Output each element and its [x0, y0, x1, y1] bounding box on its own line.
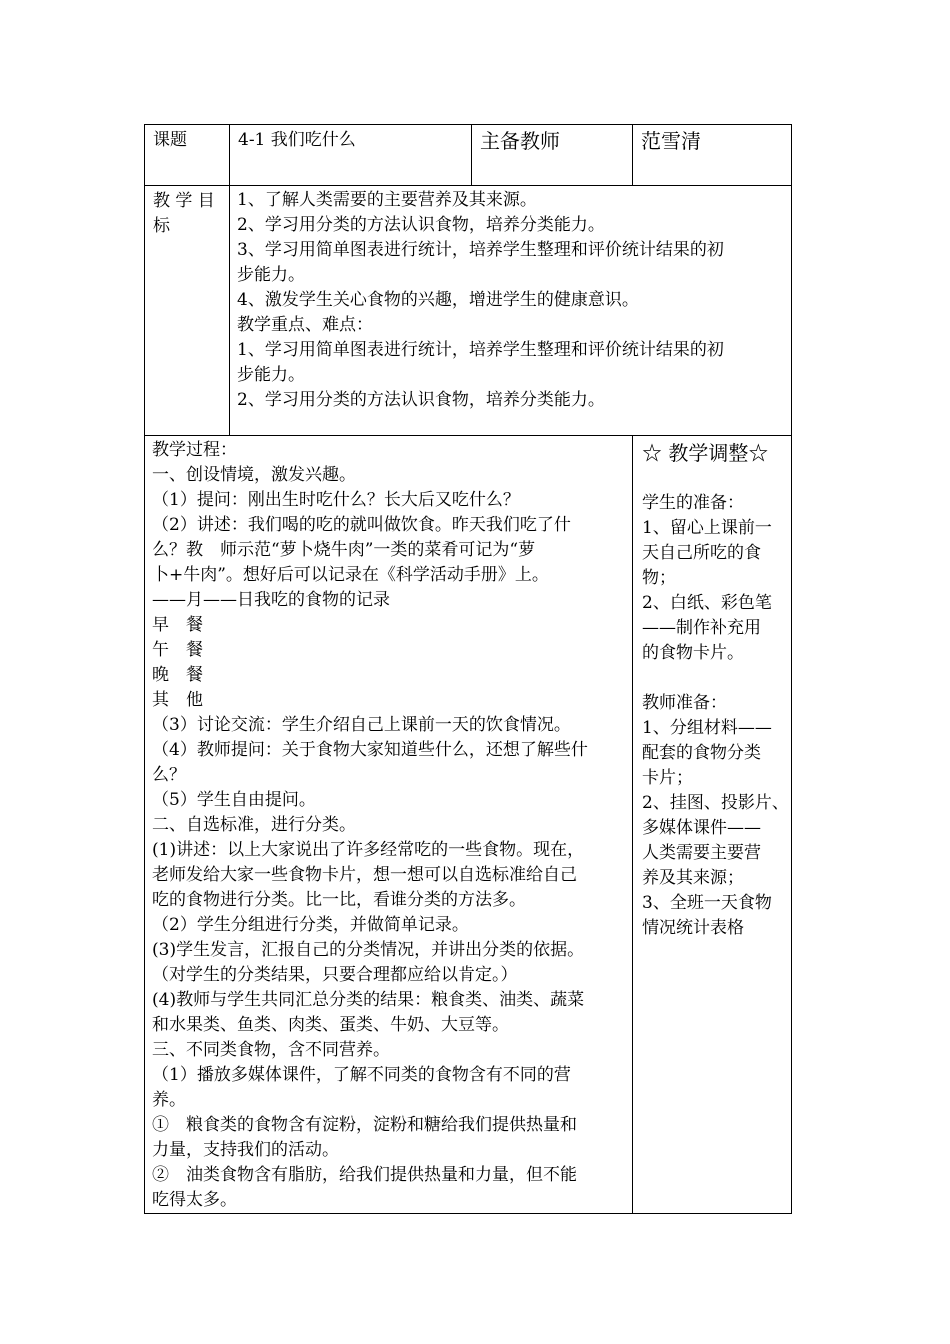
goal-line: 1、学习用简单图表进行统计，培养学生整理和评价统计结果的初: [237, 340, 724, 360]
process-line: ——月——日我吃的食物的记录: [152, 590, 390, 610]
process-line: 其 他: [152, 690, 203, 710]
goals-label-cell: [145, 186, 230, 436]
adjust-cell: [633, 436, 792, 1214]
process-line: （2）讲述：我们喝的吃的就叫做饮食。昨天我们吃了什: [152, 515, 571, 535]
process-line: 么？教 师示范“萝卜烧牛肉”一类的菜肴可记为“萝: [152, 540, 536, 560]
lesson-plan-page: [144, 124, 791, 1214]
process-line: （5）学生自由提问。: [152, 790, 316, 810]
adjust-line: 2、白纸、彩色笔: [642, 593, 772, 613]
process-line: 晚 餐: [152, 665, 203, 685]
process-line: （1）播放多媒体课件，了解不同类的食物含有不同的营: [152, 1065, 571, 1085]
adjust-line: [642, 666, 787, 691]
adjust-line: ——制作补充用: [642, 618, 761, 638]
process-line: ① 粮食类的食物含有淀粉，淀粉和糖给我们提供热量和: [152, 1115, 577, 1135]
adjust-line: 物；: [642, 568, 676, 588]
topic-value: 4-1 我们吃什么: [238, 130, 356, 150]
goals-content-cell: [230, 186, 792, 436]
topic-label: 课题: [153, 130, 187, 150]
adjust-line: 配套的食物分类: [642, 743, 761, 763]
process-lines: [152, 438, 628, 1213]
adjust-line: 人类需要主要营: [642, 843, 761, 863]
process-line: （4）教师提问：关于食物大家知道些什么，还想了解些什: [152, 740, 588, 760]
process-line: (3)学生发言，汇报自己的分类情况，并讲出分类的依据。: [152, 940, 585, 960]
adjust-line: 1、留心上课前一: [642, 518, 772, 538]
process-row: [145, 436, 792, 1214]
teacher-name: 范雪清: [641, 129, 701, 153]
goal-line: 教学重点、难点：: [237, 315, 373, 335]
teacher-name-cell: [633, 125, 792, 186]
goals-table: [144, 185, 792, 436]
adjust-line: 1、分组材料——: [642, 718, 772, 738]
process-line: 卜+牛肉”。想好后可以记录在《科学活动手册》上。: [152, 565, 549, 585]
goals-row: [145, 186, 792, 436]
process-line: (4)教师与学生共同汇总分类的结果：粮食类、油类、蔬菜: [152, 990, 585, 1010]
process-line: 吃得太多。: [152, 1190, 237, 1210]
process-line: 早 餐: [152, 615, 203, 635]
process-line: 养。: [152, 1090, 186, 1110]
process-line: 力量，支持我们的活动。: [152, 1140, 339, 1160]
process-line: 教学过程：: [152, 440, 237, 460]
adjust-line: 的食物卡片。: [642, 643, 744, 663]
adjust-line: [642, 466, 787, 491]
process-line: 二、自选标准，进行分类。: [152, 815, 356, 835]
goal-line: 步能力。: [237, 365, 305, 385]
process-line: （对学生的分类结果，只要合理都应给以肯定。）: [152, 965, 518, 985]
goal-line: 步能力。: [237, 265, 305, 285]
adjust-title: ☆ 教学调整☆: [642, 441, 769, 465]
process-table: [144, 435, 792, 1214]
adjust-line: 教师准备：: [642, 693, 727, 713]
process-line: 老师发给大家一些食物卡片，想一想可以自选标准给自己: [152, 865, 577, 885]
goals-label-line1: 教 学 目: [153, 191, 215, 211]
adjust-line: 多媒体课件——: [642, 818, 761, 838]
adjust-line: 养及其来源；: [642, 868, 744, 888]
process-line: 么？: [152, 765, 186, 785]
process-line: （1）提问：刚出生时吃什么？长大后又吃什么？: [152, 490, 520, 510]
header-row: [145, 125, 792, 186]
process-line: 午 餐: [152, 640, 203, 660]
adjust-line: 天自己所吃的食: [642, 543, 761, 563]
adjust-line: 卡片；: [642, 768, 693, 788]
process-line: ② 油类食物含有脂肪，给我们提供热量和力量，但不能: [152, 1165, 577, 1185]
topic-value-cell: [230, 125, 472, 186]
adjust-line: 情况统计表格: [642, 918, 744, 938]
goals-lines: [237, 188, 787, 413]
process-line: (1)讲述：以上大家说出了许多经常吃的一些食物。现在，: [152, 840, 585, 860]
process-line: 吃的食物进行分类。比一比，看谁分类的方法多。: [152, 890, 526, 910]
goal-line: 1、了解人类需要的主要营养及其来源。: [237, 190, 537, 210]
process-line: 三、不同类食物，含不同营养。: [152, 1040, 390, 1060]
teacher-label: 主备教师: [480, 129, 560, 153]
process-line: 和水果类、鱼类、肉类、蛋类、牛奶、大豆等。: [152, 1015, 509, 1035]
goals-label-line2: 标: [153, 216, 170, 236]
adjust-line: 2、挂图、投影片、: [642, 793, 789, 813]
process-cell: [145, 436, 633, 1214]
adjust-line: 3、全班一天食物: [642, 893, 772, 913]
process-line: （3）讨论交流：学生介绍自己上课前一天的饮食情况。: [152, 715, 571, 735]
lesson-plan-table: [144, 124, 792, 186]
goal-line: 2、学习用分类的方法认识食物，培养分类能力。: [237, 215, 605, 235]
topic-label-cell: [145, 125, 230, 186]
adjust-lines: [642, 466, 787, 941]
process-line: （2）学生分组进行分类，并做简单记录。: [152, 915, 469, 935]
process-line: 一、创设情境，激发兴趣。: [152, 465, 356, 485]
goal-line: 4、激发学生关心食物的兴趣，增进学生的健康意识。: [237, 290, 639, 310]
teacher-label-cell: [472, 125, 633, 186]
goal-line: 3、学习用简单图表进行统计，培养学生整理和评价统计结果的初: [237, 240, 724, 260]
goal-line: 2、学习用分类的方法认识食物，培养分类能力。: [237, 390, 605, 410]
adjust-line: 学生的准备：: [642, 493, 744, 513]
